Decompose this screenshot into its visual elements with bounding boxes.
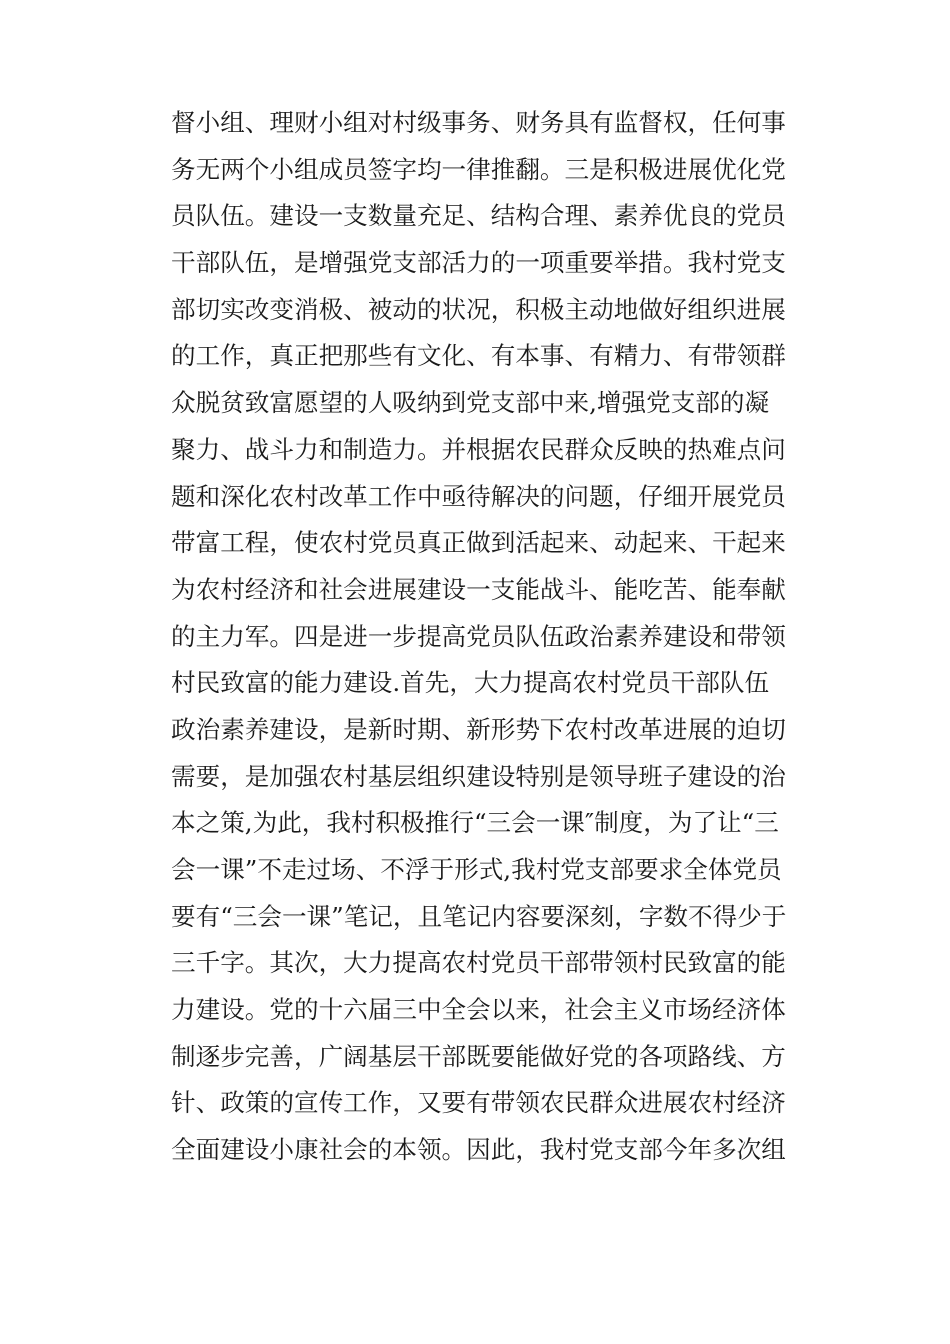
- text-line: 需要，是加强农村基层组织建设特别是领导班子建设的治: [171, 761, 786, 791]
- text-line: 的主力军。四是进一步提高党员队伍政治素养建设和带领: [171, 621, 786, 651]
- text-line: 干部队伍，是增强党支部活力的一项重要举措。我村党支: [171, 248, 786, 278]
- body-paragraph: [171, 100, 821, 1174]
- text-line: 政治素养建设，是新时期、新形势下农村改革进展的迫切: [171, 714, 786, 744]
- text-line: 众脱贫致富愿望的人吸纳到党支部中来,增强党支部的凝: [171, 388, 770, 418]
- text-line: 要有“三会一课”笔记，且笔记内容要深刻，字数不得少于: [171, 901, 787, 931]
- text-line: 本之策,为此，我村积极推行“三会一课″制度，为了让“三: [171, 808, 779, 838]
- text-line: 全面建设小康社会的本领。因此，我村党支部今年多次组: [171, 1135, 786, 1165]
- text-line: 为农村经济和社会进展建设一支能战斗、能吃苦、能奉献: [171, 574, 786, 604]
- text-line: 力建设。党的十六届三中全会以来，社会主义市场经济体: [171, 995, 786, 1025]
- text-line: 务无两个小组成员签字均一律推翻。三是积极进展优化党: [171, 154, 786, 184]
- text-line: 部切实改变消极、被动的状况，积极主动地做好组织进展: [171, 294, 786, 324]
- text-line: 针、政策的宣传工作，又要有带领农民群众进展农村经济: [171, 1088, 786, 1118]
- text-line: 题和深化农村改革工作中亟待解决的问题，仔细开展党员: [171, 481, 786, 511]
- text-line: 村民致富的能力建设.首先，大力提高农村党员干部队伍: [171, 668, 770, 698]
- text-line: 督小组、理财小组对村级事务、财务具有监督权，任何事: [171, 108, 786, 137]
- text-line: 带富工程，使农村党员真正做到活起来、动起来、干起来: [171, 528, 786, 558]
- text-line: 制逐步完善，广阔基层干部既要能做好党的各项路线、方: [171, 1041, 786, 1071]
- text-line: 的工作，真正把那些有文化、有本事、有精力、有带领群: [171, 341, 786, 371]
- text-line: 三千字。其次，大力提高农村党员干部带领村民致富的能: [171, 948, 786, 978]
- text-line: 会一课”不走过场、不浮于形式,我村党支部要求全体党员: [171, 855, 782, 884]
- text-line: 聚力、战斗力和制造力。并根据农民群众反映的热难点问: [171, 434, 786, 464]
- text-line: 员队伍。建设一支数量充足、结构合理、素养优良的党员: [171, 201, 786, 231]
